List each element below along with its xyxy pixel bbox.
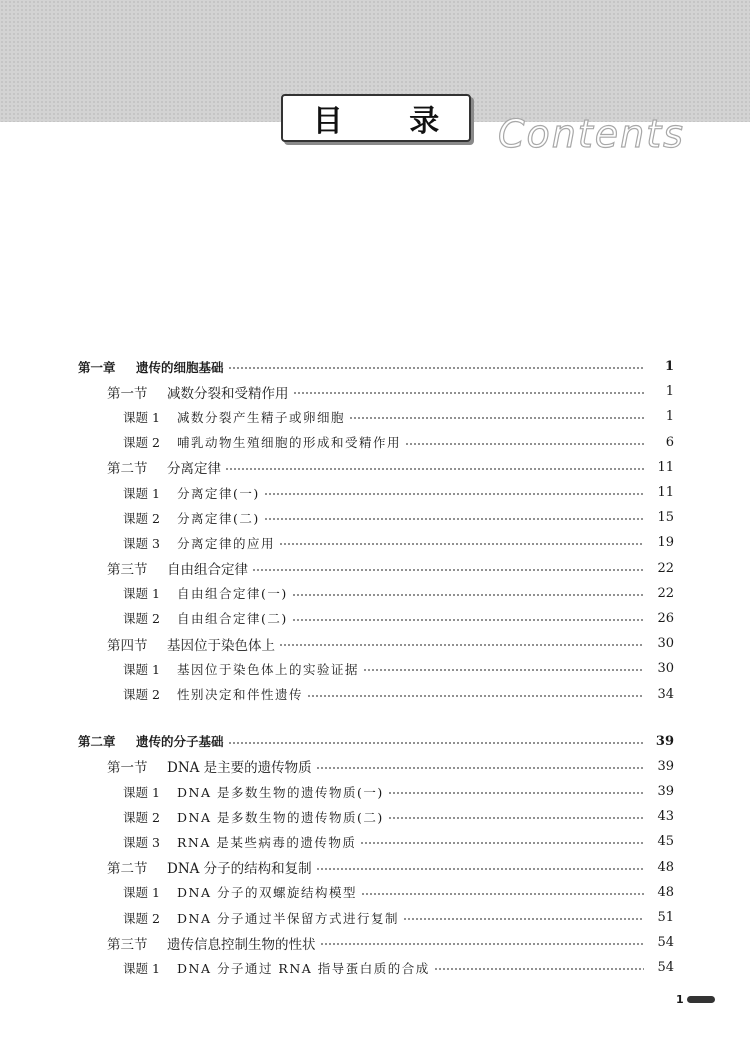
toc-entry-label: 课题 2 xyxy=(123,910,160,926)
toc-entry-page-number: 11 xyxy=(657,485,674,501)
toc-topic-entry[interactable] xyxy=(0,480,750,505)
toc-section-entry[interactable] xyxy=(0,930,750,955)
dot-leader xyxy=(434,968,644,970)
toc-entry-label: 课题 1 xyxy=(123,485,160,501)
toc-entry-title: 遗传信息控制生物的性状 xyxy=(167,936,316,953)
toc-entry-label: 第一章 xyxy=(78,359,116,375)
toc-entry-title: 遗传的分子基础 xyxy=(136,734,224,750)
toc-topic-entry[interactable] xyxy=(0,681,750,706)
toc-entry-title: 自由组合定律(二) xyxy=(177,611,288,627)
toc-entry-page-number: 15 xyxy=(657,510,674,526)
toc-entry-title: 性别决定和伴性遗传 xyxy=(177,687,304,703)
toc-entry-label: 课题 1 xyxy=(123,784,160,800)
table-of-contents xyxy=(0,354,750,1003)
toc-entry-label: 课题 1 xyxy=(123,885,160,901)
toc-entry-label: 第二章 xyxy=(78,734,116,750)
toc-section-entry[interactable] xyxy=(0,855,750,880)
toc-entry-label: 第四节 xyxy=(107,637,148,654)
toc-entry-page-number: 48 xyxy=(657,859,674,875)
toc-entry-label: 课题 2 xyxy=(123,687,160,703)
toc-entry-title: 自由组合定律(一) xyxy=(177,586,288,602)
toc-entry-page-number: 11 xyxy=(657,459,674,475)
toc-entry-label: 第三节 xyxy=(107,936,148,953)
toc-entry-page-number: 26 xyxy=(657,610,674,626)
toc-section-entry[interactable] xyxy=(0,556,750,581)
toc-section-entry[interactable] xyxy=(0,631,750,656)
toc-entry-label: 课题 1 xyxy=(123,661,160,677)
toc-entry-label: 第二节 xyxy=(107,461,148,478)
dot-leader xyxy=(307,695,644,697)
toc-entry-page-number: 1 xyxy=(665,384,674,400)
toc-entry-label: 第一节 xyxy=(107,760,148,777)
toc-entry-page-number: 39 xyxy=(655,733,674,749)
footer-bar-mark xyxy=(687,996,715,1003)
toc-entry-label: 课题 2 xyxy=(123,611,160,627)
dot-leader xyxy=(228,367,644,369)
dot-leader xyxy=(320,943,645,945)
toc-topic-entry[interactable] xyxy=(0,530,750,555)
dot-leader xyxy=(361,893,644,895)
toc-entry-page-number: 6 xyxy=(665,434,674,450)
toc-entry-label: 课题 3 xyxy=(123,535,160,551)
toc-entry-label: 课题 2 xyxy=(123,510,160,526)
toc-entry-title: 减数分裂产生精子或卵细胞 xyxy=(177,409,346,425)
toc-topic-entry[interactable] xyxy=(0,880,750,905)
dot-leader xyxy=(363,669,644,671)
toc-section-entry[interactable] xyxy=(0,754,750,779)
toc-entry-page-number: 54 xyxy=(657,960,674,976)
toc-entry-title: 减数分裂和受精作用 xyxy=(167,385,289,402)
dot-leader xyxy=(292,619,644,621)
toc-topic-entry[interactable] xyxy=(0,581,750,606)
toc-section-entry[interactable] xyxy=(0,379,750,404)
dot-leader xyxy=(292,594,644,596)
dot-leader xyxy=(225,468,644,470)
contents-watermark: Contents xyxy=(498,112,685,156)
dot-leader xyxy=(279,644,644,646)
dot-leader xyxy=(388,792,644,794)
dot-leader xyxy=(388,817,644,819)
toc-topic-entry[interactable] xyxy=(0,829,750,854)
dot-leader xyxy=(349,417,644,419)
dot-leader xyxy=(360,842,644,844)
chapter-2-block xyxy=(0,729,750,981)
toc-entry-page-number: 34 xyxy=(657,686,674,702)
dot-leader xyxy=(403,918,644,920)
toc-entry-page-number: 39 xyxy=(657,784,674,800)
toc-topic-entry[interactable] xyxy=(0,905,750,930)
toc-entry-label: 第二节 xyxy=(107,861,148,878)
footer-page-number: 1 xyxy=(676,993,684,1006)
toc-entry-page-number: 1 xyxy=(664,359,674,375)
dot-leader xyxy=(264,518,644,520)
dot-leader xyxy=(228,742,644,744)
chapter-1-block xyxy=(0,354,750,707)
toc-entry-page-number: 48 xyxy=(657,884,674,900)
toc-entry-page-number: 45 xyxy=(657,834,674,850)
toc-entry-page-number: 43 xyxy=(657,809,674,825)
page-title: 目 录 xyxy=(312,104,468,139)
toc-entry-title: RNA 是某些病毒的遗传物质 xyxy=(177,834,357,850)
toc-entry-page-number: 1 xyxy=(665,409,674,425)
toc-entry-title: 哺乳动物生殖细胞的形成和受精作用 xyxy=(177,435,402,451)
toc-entry-page-number: 51 xyxy=(657,910,674,926)
toc-entry-label: 课题 1 xyxy=(123,960,160,976)
toc-topic-entry[interactable] xyxy=(0,505,750,530)
toc-entry-label: 第一节 xyxy=(107,385,148,402)
toc-entry-title: DNA 分子通过 RNA 指导蛋白质的合成 xyxy=(177,960,430,976)
toc-entry-label: 课题 1 xyxy=(123,586,160,602)
toc-topic-entry[interactable] xyxy=(0,656,750,681)
toc-entry-title: DNA 分子的结构和复制 xyxy=(167,861,312,878)
toc-entry-page-number: 30 xyxy=(657,661,674,677)
title-box xyxy=(281,94,471,142)
toc-entry-title: DNA 分子的双螺旋结构模型 xyxy=(177,885,357,901)
dot-leader xyxy=(316,767,644,769)
toc-entry-title: DNA 是多数生物的遗传物质(一) xyxy=(177,784,384,800)
toc-entry-page-number: 54 xyxy=(657,935,674,951)
toc-entry-page-number: 22 xyxy=(657,560,674,576)
toc-chapter-entry[interactable] xyxy=(0,729,750,754)
toc-topic-entry[interactable] xyxy=(0,955,750,980)
toc-entry-label: 课题 2 xyxy=(123,809,160,825)
dot-leader xyxy=(316,868,644,870)
dot-leader xyxy=(264,493,644,495)
toc-topic-entry[interactable] xyxy=(0,779,750,804)
toc-entry-title: 分离定律的应用 xyxy=(177,535,276,551)
toc-entry-title: 分离定律 xyxy=(167,461,221,478)
toc-topic-entry[interactable] xyxy=(0,404,750,429)
dot-leader xyxy=(405,443,644,445)
toc-entry-title: 分离定律(二) xyxy=(177,510,260,526)
toc-entry-title: DNA 是主要的遗传物质 xyxy=(167,760,312,777)
toc-entry-label: 课题 1 xyxy=(123,409,160,425)
toc-topic-entry[interactable] xyxy=(0,430,750,455)
toc-entry-title: DNA 是多数生物的遗传物质(二) xyxy=(177,809,384,825)
dot-leader xyxy=(252,569,644,571)
page-footer xyxy=(676,993,715,1006)
toc-entry-page-number: 22 xyxy=(657,585,674,601)
toc-entry-page-number: 39 xyxy=(657,758,674,774)
toc-entry-title: 基因位于染色体上 xyxy=(167,637,275,654)
toc-entry-label: 课题 2 xyxy=(123,435,160,451)
toc-entry-page-number: 19 xyxy=(657,535,674,551)
toc-entry-title: DNA 分子通过半保留方式进行复制 xyxy=(177,910,399,926)
toc-entry-title: 分离定律(一) xyxy=(177,485,260,501)
dot-leader xyxy=(279,543,644,545)
toc-topic-entry[interactable] xyxy=(0,606,750,631)
toc-entry-label: 课题 3 xyxy=(123,834,160,850)
toc-entry-label: 第三节 xyxy=(107,562,148,579)
toc-chapter-entry[interactable] xyxy=(0,354,750,379)
toc-entry-title: 自由组合定律 xyxy=(167,562,248,579)
toc-topic-entry[interactable] xyxy=(0,804,750,829)
toc-section-entry[interactable] xyxy=(0,455,750,480)
toc-entry-title: 基因位于染色体上的实验证据 xyxy=(177,661,360,677)
toc-entry-page-number: 30 xyxy=(657,636,674,652)
dot-leader xyxy=(293,392,645,394)
toc-entry-title: 遗传的细胞基础 xyxy=(136,359,224,375)
